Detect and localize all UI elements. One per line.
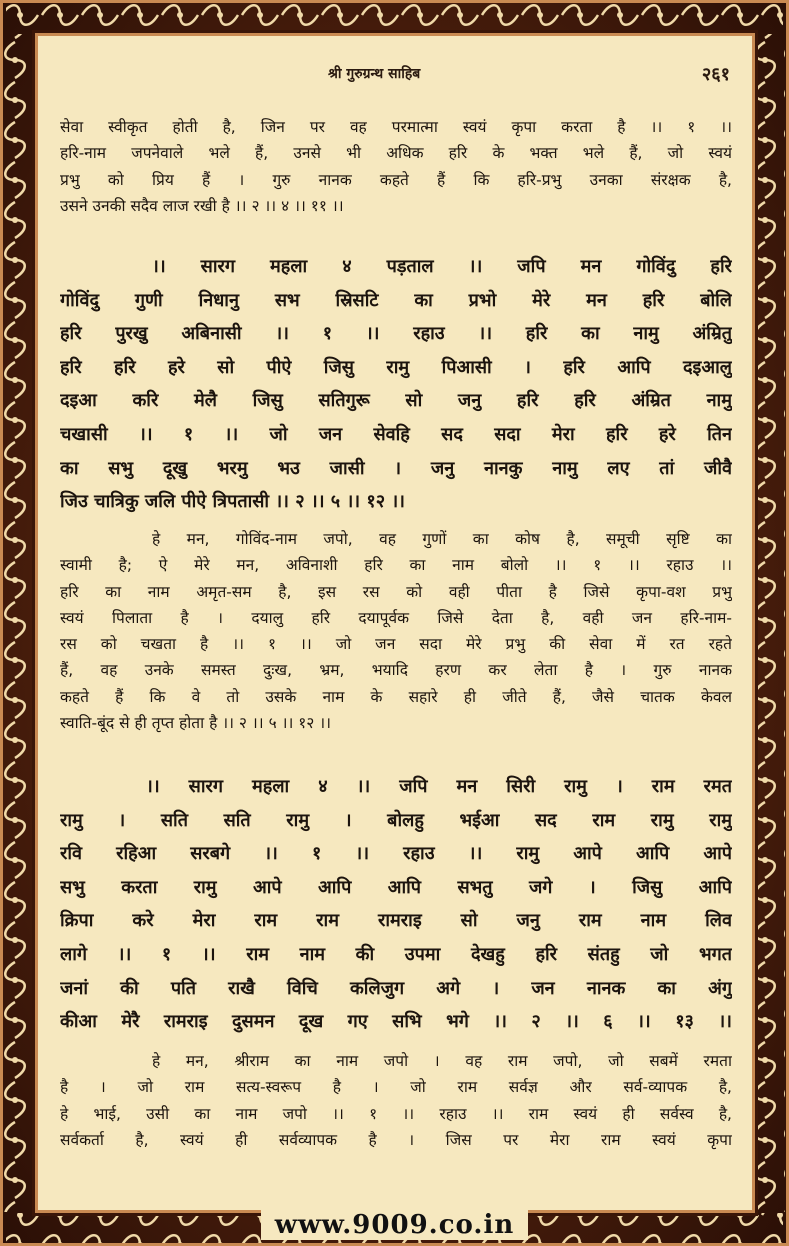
verse-line: का सभु दूखु भरमु भउ जासी । जनु नानकु नामु लए तां जीवै (60, 457, 732, 479)
text-line: हे मन, गोविंद-नाम जपो, वह गुणों का कोष है, समूची सृष्टि का (152, 530, 732, 548)
text-line: है । जो राम सत्य-स्वरूप है । जो राम सर्वज्ञ और सर्व-व्यापक है, (60, 1078, 732, 1097)
text-line: हैं, वह उनके समस्त दुःख, भ्रम, भयादि हरण कर लेता है । गुरु नानक (60, 661, 732, 680)
page-header (38, 64, 752, 88)
verse-line: रवि रहिआ सरबगे ।। १ ।। रहाउ ।। रामु आपे आपि आपे (60, 843, 732, 865)
verse-line: गोविंदु गुणी निधानु सभ स्रिसटि का प्रभो मेरे मन हरि बोलि (60, 289, 732, 311)
verse-line: हरि हरि हरे सो पीऐ जिसु रामु पिआसी । हरि आपि दइआलु (60, 356, 732, 378)
text-line: सर्वकर्ता है, स्वयं ही सर्वव्यापक है । जिस पर मेरा राम स्वयं कृपा (60, 1130, 732, 1149)
verse-line: रामु । सति सति रामु । बोलहु भईआ सद राम रामु रामु (60, 809, 732, 831)
text-line: रस को चखता है ।। १ ।। जो जन सदा मेरे प्रभु की सेवा में रत रहते (60, 635, 732, 654)
verse-line: सभु करता रामु आपे आपि आपि सभतु जगे । जिसु आपि (60, 876, 732, 898)
verse-line: हरि पुरखु अबिनासी ।। १ ।। रहाउ ।। हरि का नामु अंम्रितु (60, 323, 732, 345)
page-number: २६१ (701, 64, 730, 85)
text-line: स्वाति-बूंद से ही तृप्त होता है ।। २ ।। ५ ।। १२ ।। (60, 714, 332, 733)
text-line: सेवा स्वीकृत होती है, जिन पर वह परमात्मा स्वयं कृपा करता है ।। १ ।। (60, 118, 732, 136)
text-line: प्रभु को प्रिय हैं । गुरु नानक कहते हैं कि हरि-प्रभु उनका संरक्षक है, (60, 170, 732, 189)
verse-line: जिउ चात्रिकु जलि पीऐ त्रिपतासी ।। २ ।। ५ ।। १२ ।। (60, 491, 405, 513)
text-line: हरि का नाम अमृत-सम है, इस रस को वही पीता है जिसे कृपा-वश प्रभु (60, 582, 732, 601)
text-line: हे मन, श्रीराम का नाम जपो । वह राम जपो, जो सबमें रमता (152, 1052, 732, 1070)
verse-line: चखासी ।। १ ।। जो जन सेवहि सद सदा मेरा हरि हरे तिन (60, 423, 732, 445)
text-line: उसने उनकी सदैव लाज रखी है ।। २ ।। ४ ।। ११ ।। (60, 196, 344, 215)
text-line: हरि-नाम जपनेवाले भले हैं, उनसे भी अधिक हरि के भक्त भले हैं, जो स्वयं (60, 144, 732, 163)
verse-line: ।। सारग महला ४ ।। जपि मन सिरी रामु । राम रमत (146, 776, 732, 797)
verse-line: कीआ मेरै रामराइ दुसमन दूख गए सभि भगे ।। २ ।। ६ ।। १३ ।। (60, 1011, 732, 1033)
translation-block-2 (60, 526, 732, 736)
text-line: कहते हैं कि वे तो उसके नाम के सहारे ही जीते हैं, जैसे चातक केवल (60, 687, 732, 706)
verse-line: ।। सारग महला ४ पड़ताल ।। जपि मन गोविंदु हरि (152, 256, 732, 277)
verse-block-2 (60, 770, 732, 1039)
scripture-page (38, 36, 752, 1210)
website-link[interactable]: www.9009.co.in (261, 1210, 529, 1240)
text-line: स्वामी है; ऐ मेरे मन, अविनाशी हरि का नाम बोलो ।। १ ।। रहाउ ।। (60, 556, 732, 575)
text-line: हे भाई, उसी का नाम जपो ।। १ ।। रहाउ ।। राम स्वयं ही सर्वस्व है, (60, 1104, 732, 1123)
translation-block-1 (60, 114, 732, 219)
text-line: स्वयं पिलाता है । दयालु हरि दयापूर्वक जिसे देता है, वही जन हरि-नाम- (60, 608, 732, 627)
footer (0, 1212, 789, 1246)
verse-line: क्रिपा करे मेरा राम राम रामराइ सो जनु राम नाम लिव (60, 910, 732, 932)
verse-line: जनां की पति राखै विचि कलिजुग अगे । जन नानक का अंगु (60, 977, 732, 999)
page-title: श्री गुरुग्रन्थ साहिब (328, 66, 421, 82)
translation-block-3 (60, 1048, 732, 1153)
verse-line: दइआ करि मेलै जिसु सतिगुरू सो जनु हरि हरि अंम्रित नामु (60, 390, 732, 412)
verse-block-1 (60, 250, 732, 519)
verse-line: लागे ।। १ ।। राम नाम की उपमा देखहु हरि संतहु जो भगत (60, 943, 732, 965)
